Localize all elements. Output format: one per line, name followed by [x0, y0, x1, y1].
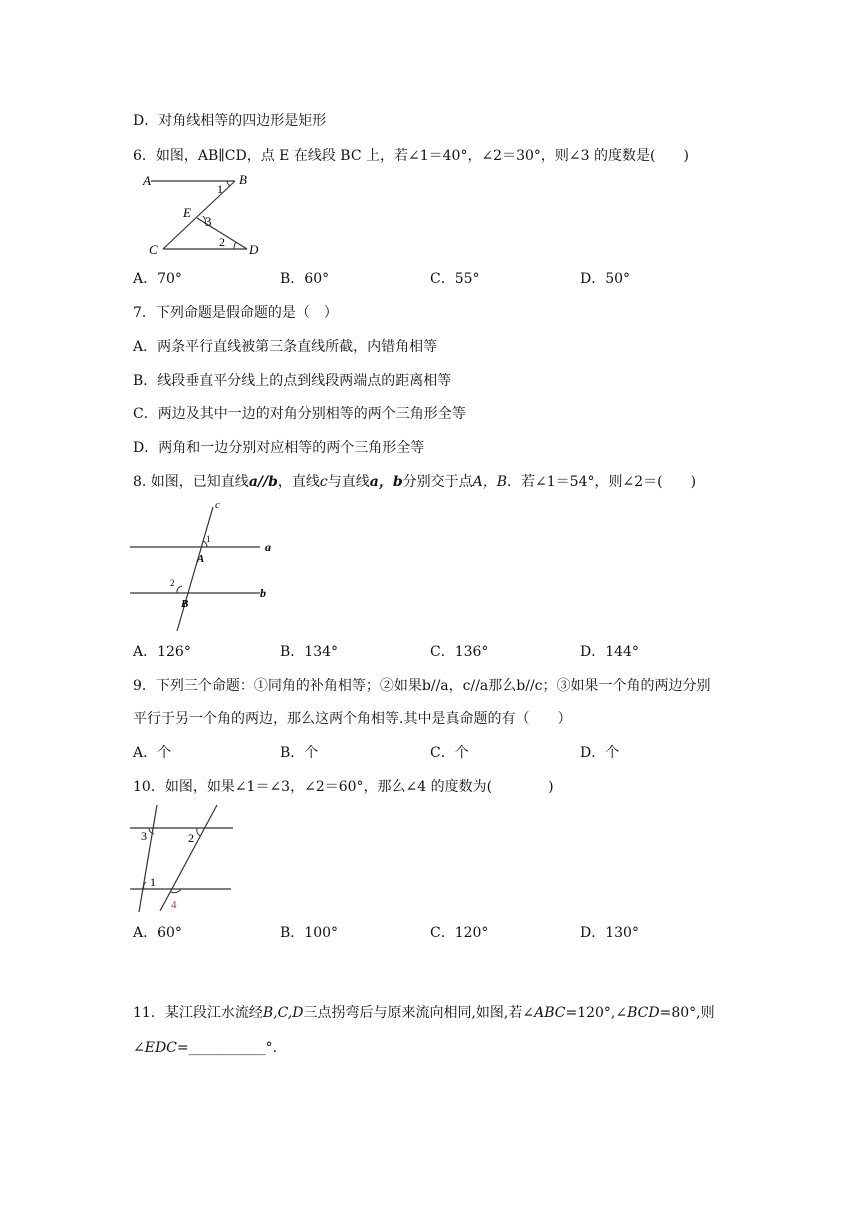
q8-figure — [125, 497, 285, 637]
q8-stem-a-b: a，b — [369, 474, 403, 490]
q11-text-3: =120°,∠ — [565, 1005, 628, 1021]
q6-option-b: B．60° — [280, 271, 330, 287]
q10-figure — [125, 800, 240, 915]
q10-angle-3: 3 — [141, 829, 147, 843]
q7-stem: 7．下列命题是假命题的是（ ） — [133, 305, 338, 321]
q8-stem-text-4: 分别交于点 — [402, 474, 473, 490]
q6-option-c: C．55° — [430, 271, 480, 287]
q6-label-b: B — [239, 172, 247, 187]
q9-line-2: 平行于另一个角的两边，那么这两个角相等.其中是真命题的有（ ） — [133, 711, 572, 727]
q8-stem-ab: a//b — [248, 474, 278, 490]
q6-label-a: A — [143, 173, 151, 188]
q8-stem-text-3: 与直线 — [327, 474, 370, 490]
q11-line-2 — [133, 1039, 277, 1057]
q8-option-d: D．144° — [580, 644, 639, 660]
q7-option-b: B．线段垂直平分线上的点到线段两端点的距离相等 — [133, 373, 452, 389]
q7-option-d: D．两角和一边分别对应相等的两个三角形全等 — [133, 440, 425, 456]
q6-angle-1: 1 — [217, 182, 223, 196]
q6-angle-3: 3 — [205, 214, 212, 229]
q8-label-a: a — [265, 540, 271, 554]
q11-answer-blank: =___________°. — [176, 1040, 278, 1056]
q11-points: B,C,D — [262, 1005, 304, 1021]
q10-angle-4: 4 — [171, 899, 177, 911]
q8-option-c: C．136° — [430, 644, 489, 660]
q11-angle-edc: EDC — [144, 1040, 177, 1056]
q8-label-point-a: A — [197, 553, 205, 565]
q10-option-b: B．100° — [280, 925, 339, 941]
q10-angle-1: 1 — [150, 875, 156, 889]
q6-stem: 6．如图，AB∥CD，点 E 在线段 BC 上，若∠1＝40°，∠2＝30°，则∠3 的度数是( ) — [133, 148, 689, 164]
q8-label-b: b — [260, 586, 266, 600]
q11-angle-symbol: ∠ — [133, 1040, 145, 1056]
q11-text-4: =80°,则 — [659, 1005, 715, 1021]
q6-option-a: A．70° — [133, 271, 182, 287]
q8-stem-points: A，B — [472, 474, 508, 490]
q8-stem-text-2: ，直线 — [277, 474, 320, 490]
q8-stem — [133, 473, 696, 491]
q10-stem: 10．如图，如果∠1＝∠3，∠2＝60°，那么∠4 的度数为( ) — [133, 779, 554, 795]
q8-stem-text-1: 8. 如图，已知直线 — [133, 474, 249, 490]
q6-angle-2: 2 — [219, 235, 225, 249]
q11-angle-abc: ABC — [534, 1005, 566, 1021]
q6-option-d: D．50° — [580, 271, 631, 287]
q10-angle-2: 2 — [188, 831, 194, 845]
q6-figure — [135, 170, 275, 260]
q10-option-c: C．120° — [430, 925, 489, 941]
q8-label-c: c — [215, 499, 220, 511]
q9-option-d: D．个 — [580, 745, 620, 761]
q10-option-d: D．130° — [580, 925, 639, 941]
q11-text-1: 11．某江段江水流经 — [133, 1005, 263, 1021]
q9-option-c: C．个 — [430, 745, 469, 761]
q11-angle-bcd: BCD — [627, 1005, 660, 1021]
q6-label-e: E — [183, 205, 191, 220]
q9-option-a: A．个 — [133, 745, 172, 761]
q9-option-b: B．个 — [280, 745, 319, 761]
q6-label-c: C — [149, 242, 158, 257]
q8-option-a: A．126° — [133, 644, 191, 660]
q8-stem-c: c — [319, 474, 328, 490]
q8-option-b: B．134° — [280, 644, 339, 660]
q7-option-c: C．两边及其中一边的对角分别相等的两个三角形全等 — [133, 406, 466, 422]
q9-line-1: 9．下列三个命题：①同角的补角相等；②如果b//a，c//a那么b//c；③如果一个角的两边分别 — [133, 678, 711, 694]
q10-option-a: A．60° — [133, 925, 182, 941]
q6-label-d: D — [249, 242, 259, 257]
q7-option-a: A．两条平行直线被第三条直线所截，内错角相等 — [133, 339, 438, 355]
q8-stem-text-5: ．若∠1＝54°，则∠2＝( ) — [507, 474, 697, 490]
q5-option-d: D．对角线相等的四边形是矩形 — [133, 113, 327, 129]
q11-line-1 — [133, 1004, 715, 1022]
q8-angle-1: 1 — [206, 534, 211, 544]
q8-label-point-b: B — [181, 598, 189, 610]
q8-angle-2: 2 — [170, 578, 175, 588]
q11-text-2: 三点拐弯后与原来流向相同,如图,若∠ — [303, 1005, 535, 1021]
